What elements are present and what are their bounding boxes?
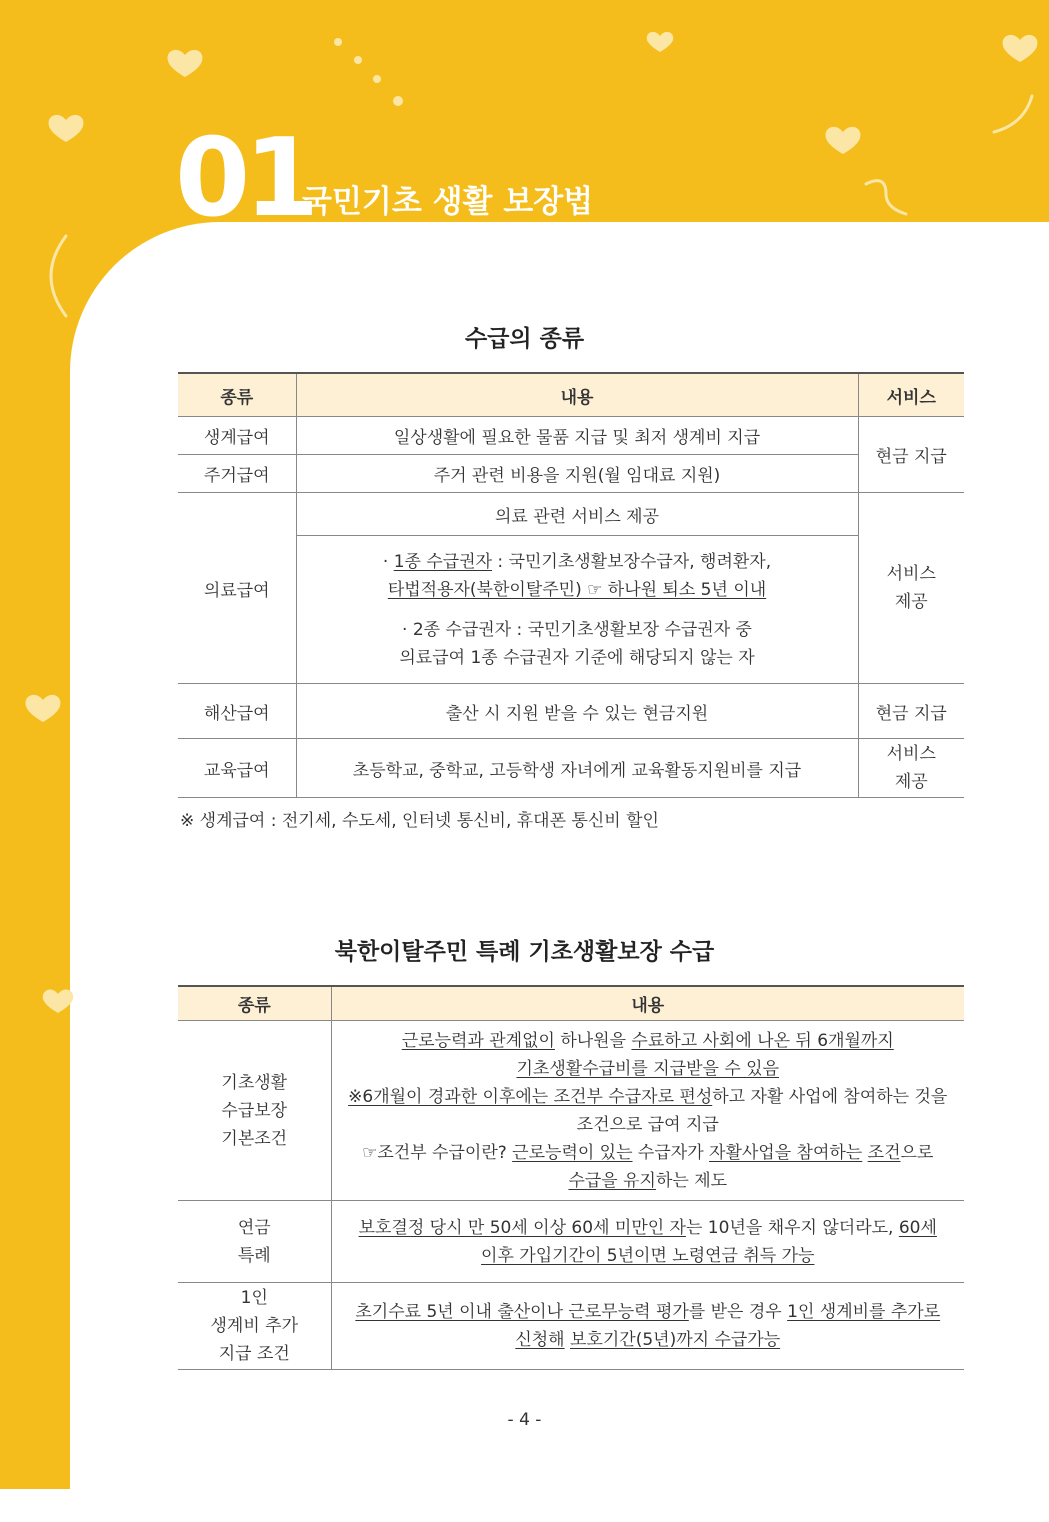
type-cell: 생계급여 — [178, 417, 296, 455]
underlined-text: 1인 생계비를 추가로 — [787, 1302, 941, 1322]
table-row — [178, 1283, 964, 1370]
header-content: 내용 — [296, 373, 858, 417]
type-cell: 교육급여 — [178, 739, 296, 798]
bullet: · — [382, 551, 394, 572]
grade1-line2: 타법적용자(북한이탈주민) ☞ 하나원 퇴소 5년 이내 — [387, 579, 767, 600]
type-cell: 의료급여 — [178, 493, 296, 684]
plain-text: 하는 제도 — [655, 1170, 728, 1191]
service-cell: 현금 지급 — [858, 417, 964, 493]
underlined-text: 근로능력과 관계없이 — [401, 1030, 555, 1051]
grade1-line — [298, 548, 857, 576]
service-cell: 현금 지급 — [858, 684, 964, 739]
content-cell — [331, 1021, 964, 1201]
underlined-text: 조건 — [867, 1142, 901, 1163]
service-line: 서비스 — [886, 564, 936, 584]
section-title-special-benefits: 북한이탈주민 특례 기초생활보장 수급 — [334, 939, 715, 965]
content-cell — [331, 1283, 964, 1370]
table-row — [178, 455, 964, 493]
content-line — [333, 1167, 964, 1195]
plain-text: 으로 — [900, 1142, 934, 1163]
table-row — [178, 1021, 964, 1201]
service-cell — [858, 493, 964, 684]
table-row — [178, 684, 964, 739]
type-line: 기초생활 — [221, 1072, 288, 1093]
grade2-line2: 의료급여 1종 수급권자 기준에 해당되지 않는 자 — [399, 647, 755, 668]
header-type: 종류 — [178, 373, 296, 417]
underlined-text: 60세 — [898, 1217, 937, 1238]
type-cell: 주거급여 — [178, 455, 296, 493]
page-number: - 4 - — [507, 1410, 542, 1430]
chapter-number: 01 — [175, 125, 314, 222]
plain-text: ☞조건부 수급이란? — [362, 1142, 513, 1163]
content-line: 조건으로 급여 지급 — [576, 1114, 719, 1135]
special-benefits-table — [178, 985, 964, 1370]
content-cell: 출산 시 지원 받을 수 있는 현금지원 — [296, 684, 858, 739]
underlined-text: 수급을 유지 — [568, 1170, 656, 1191]
content-cell: 초등학교, 중학교, 고등학생 자녀에게 교육활동지원비를 지급 — [296, 739, 858, 798]
service-line: 제공 — [894, 592, 928, 612]
type-line: 연금 — [237, 1217, 271, 1238]
underlined-text: 보호결정 당시 만 50세 이상 60세 미만인 자 — [358, 1217, 686, 1238]
header-type: 종류 — [178, 986, 331, 1021]
underlined-text: 초기수료 5년 이내 출산이나 근로무능력 평가 — [355, 1302, 689, 1322]
underlined-text: 신청해 — [515, 1330, 565, 1350]
content-cell — [331, 1201, 964, 1283]
content-line: 기초생활수급비를 지급받을 수 있음 — [516, 1058, 780, 1079]
content-cell: 의료 관련 서비스 제공 — [296, 493, 858, 536]
underlined-text: 자활사업을 참여하는 — [709, 1142, 863, 1163]
table-header-row — [178, 373, 964, 417]
type-cell — [178, 1021, 331, 1201]
content-cell: 주거 관련 비용을 지원(월 임대료 지원) — [296, 455, 858, 493]
header-content: 내용 — [331, 986, 964, 1021]
plain-text: 하고 자활 사업에 참여하는 것을 — [712, 1086, 948, 1107]
service-line: 제공 — [894, 772, 928, 792]
underlined-text: 근로능력이 있는 — [512, 1142, 633, 1163]
plain-text: 수급자가 — [632, 1142, 710, 1163]
table-header-row — [178, 986, 964, 1021]
type-cell — [178, 1201, 331, 1283]
content-line — [333, 1139, 964, 1167]
table-note: ※ 생계급여 : 전기세, 수도세, 인터넷 통신비, 휴대폰 통신비 할인 — [180, 811, 659, 831]
header-service: 서비스 — [858, 373, 964, 417]
table-row — [178, 1201, 964, 1283]
type-cell — [178, 1283, 331, 1370]
underlined-text: 수료하고 사회에 나온 뒤 6개월까지 — [631, 1030, 894, 1051]
content-cell: 일상생활에 필요한 물품 지급 및 최저 생계비 지급 — [296, 417, 858, 455]
table-row — [178, 417, 964, 455]
content-line — [333, 1298, 964, 1326]
service-cell — [858, 739, 964, 798]
content-line: 이후 가입기간이 5년이면 노령연금 취득 가능 — [481, 1245, 815, 1266]
grade1-label: 1종 수급권자 — [393, 551, 493, 572]
content-line — [333, 1214, 964, 1242]
type-line: 수급보장 — [221, 1100, 288, 1121]
benefit-types-table — [178, 372, 964, 798]
content-cell — [296, 536, 858, 684]
plain-text: 는 10년을 채우지 않더라도, — [685, 1217, 899, 1238]
grade1-text: : 국민기초생활보장수급자, 행려환자, — [492, 551, 772, 572]
grade2-line: · 2종 수급권자 : 국민기초생활보장 수급권자 중 — [402, 619, 752, 640]
type-line: 1인 — [240, 1288, 268, 1308]
type-line: 생계비 추가 — [210, 1316, 298, 1336]
service-line: 서비스 — [886, 744, 936, 764]
underlined-text: ※6개월이 경과한 이후에는 조건부 수급자로 편성 — [348, 1086, 713, 1107]
chapter-title: 국민기초 생활 보장법 — [302, 184, 594, 220]
type-line: 특례 — [237, 1245, 271, 1266]
content-line — [333, 1027, 964, 1055]
content-line — [333, 1326, 964, 1354]
table-row — [178, 493, 964, 536]
table-row — [178, 536, 964, 684]
section-title-benefit-types: 수급의 종류 — [464, 326, 585, 352]
type-cell: 해산급여 — [178, 684, 296, 739]
underlined-text: 보호기간(5년)까지 수급가능 — [570, 1330, 781, 1350]
type-line: 지급 조건 — [218, 1344, 290, 1364]
type-line: 기본조건 — [221, 1128, 288, 1149]
plain-text: 를 받은 경우 — [688, 1302, 788, 1322]
plain-text: 하나원을 — [554, 1030, 632, 1051]
content-line — [333, 1083, 964, 1111]
table-row — [178, 739, 964, 798]
